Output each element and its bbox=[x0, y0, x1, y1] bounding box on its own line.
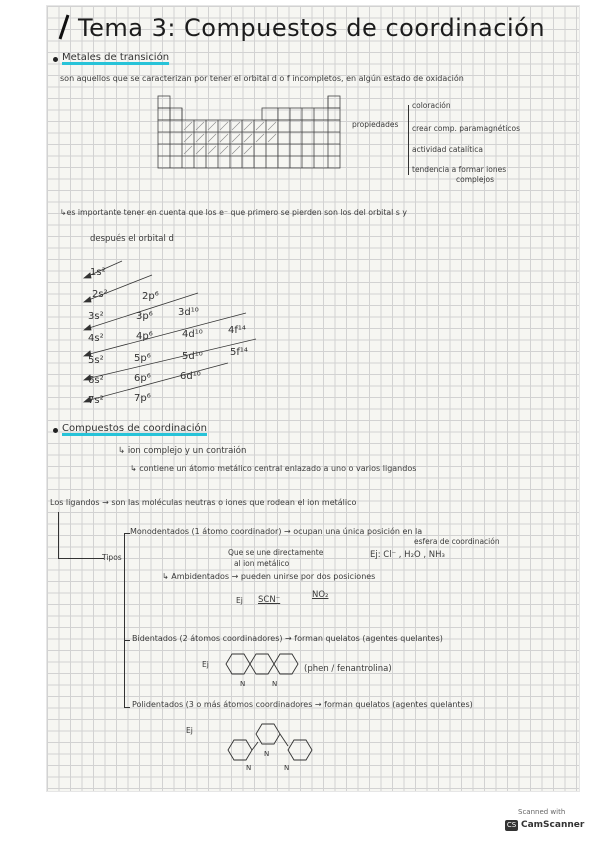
ligandos-definition: Los ligandos → son las moléculas neutras o iones que rodean el ion metálico bbox=[50, 498, 357, 507]
polydentate-tick bbox=[124, 707, 130, 708]
aufbau-cell: 5s² bbox=[88, 355, 104, 366]
aufbau-cell: 4f¹⁴ bbox=[228, 325, 246, 336]
svg-text:N: N bbox=[284, 764, 290, 772]
aufbau-cell: 5p⁶ bbox=[134, 353, 151, 364]
aufbau-cell: 4p⁶ bbox=[136, 331, 153, 342]
compuestos-line2: ↳ contiene un átomo metálico central enlazado a uno o varios ligandos bbox=[130, 464, 417, 473]
pen-stroke-icon bbox=[57, 12, 71, 42]
aufbau-cell: 3p⁶ bbox=[136, 311, 153, 322]
orbital-note: ↳es importante tener en cuenta que los e⁻ que primero se pierden son los del orbital s y bbox=[60, 208, 407, 217]
camscanner-logo-icon: CS bbox=[506, 821, 517, 829]
polydentate-label: Polidentados (3 o más átomos coordinadores → forman quelatos (agentes quelantes) bbox=[132, 700, 473, 709]
bidentate-tick bbox=[124, 640, 130, 641]
svg-text:N: N bbox=[240, 680, 246, 688]
aufbau-diagram bbox=[78, 255, 278, 415]
aufbau-cell: 3s² bbox=[88, 311, 104, 322]
bullet bbox=[53, 428, 58, 433]
aufbau-cell: 7p⁶ bbox=[134, 393, 151, 404]
watermark-line1: Scanned with bbox=[518, 808, 566, 816]
page-title: Tema 3: Compuestos de coordinación bbox=[78, 14, 546, 42]
tipos-stem bbox=[58, 512, 59, 558]
monodentate-note2: al ion metálico bbox=[234, 559, 290, 568]
compuestos-line1: ↳ ion complejo y un contraión bbox=[118, 446, 247, 456]
property-item: crear comp. paramagnéticos bbox=[412, 124, 520, 133]
aufbau-cell: 5d¹⁰ bbox=[182, 351, 203, 362]
bidentate-label: Bidentados (2 átomos coordinadores) → forman quelatos (agentes quelantes) bbox=[132, 634, 443, 643]
aufbau-cell: 6s² bbox=[88, 375, 104, 386]
property-item: complejos bbox=[456, 175, 495, 184]
polydentate-example-label: Ej bbox=[186, 726, 193, 735]
aufbau-cell: 4s² bbox=[88, 333, 104, 344]
watermark-line2: CamScanner bbox=[521, 820, 585, 830]
svg-text:N: N bbox=[272, 680, 278, 688]
monodentate-example: Ej: Cl⁻ , H₂O , NH₃ bbox=[370, 550, 445, 560]
aufbau-cell: 4d¹⁰ bbox=[182, 329, 203, 340]
monodentate-label: Monodentados (1 átomo coordinador) → ocupan una única posición en la bbox=[130, 527, 423, 536]
orbital-note-cont: después el orbital d bbox=[90, 234, 174, 244]
aufbau-cell: 3d¹⁰ bbox=[178, 307, 199, 318]
svg-text:N: N bbox=[246, 764, 252, 772]
property-item: coloración bbox=[412, 101, 451, 110]
aufbau-cell: 2s² bbox=[92, 289, 108, 300]
properties-brace bbox=[408, 105, 409, 175]
monodentate-note1: Que se une directamente bbox=[228, 548, 324, 557]
ambidentate-label: ↳ Ambidentados → pueden unirse por dos posiciones bbox=[162, 572, 376, 581]
section-heading-metales: Metales de transición bbox=[62, 52, 170, 63]
terpyridine-structure bbox=[220, 716, 330, 782]
svg-text:N: N bbox=[264, 750, 270, 758]
metales-definition: son aquellos que se caracterizan por tener el orbital d o f incompletos, en algún estado de oxidación bbox=[60, 74, 464, 83]
ambidentate-example: SCN⁻ bbox=[258, 595, 281, 605]
bidentate-example-name: (phen / fenantrolina) bbox=[304, 664, 392, 674]
bidentate-example-label: Ej bbox=[202, 660, 209, 669]
property-item: actividad catalítica bbox=[412, 145, 483, 154]
aufbau-cell: 6p⁶ bbox=[134, 373, 151, 384]
camscanner-watermark bbox=[505, 808, 587, 838]
tipos-label: Tipos bbox=[102, 553, 122, 562]
monodentate-cont: esfera de coordinación bbox=[414, 537, 500, 546]
aufbau-cell: 5f¹⁴ bbox=[230, 347, 248, 358]
ambidentate-example-label: Ej bbox=[236, 596, 243, 605]
tipos-brace bbox=[124, 533, 125, 707]
phenanthroline-structure bbox=[220, 648, 300, 694]
bullet bbox=[53, 57, 58, 62]
aufbau-cell: 1s² bbox=[90, 267, 106, 278]
aufbau-cell: 2p⁶ bbox=[142, 291, 159, 302]
aufbau-cell: 6d¹⁰ bbox=[180, 371, 201, 382]
section-heading-compuestos: Compuestos de coordinación bbox=[62, 423, 207, 434]
ambidentate-example: NO₂ bbox=[312, 590, 329, 600]
tipos-stem-h bbox=[58, 558, 104, 559]
properties-label: propiedades bbox=[352, 120, 399, 129]
aufbau-cell: 7s² bbox=[88, 395, 104, 406]
property-item: tendencia a formar iones bbox=[412, 165, 507, 174]
periodic-table-sketch bbox=[150, 92, 350, 174]
